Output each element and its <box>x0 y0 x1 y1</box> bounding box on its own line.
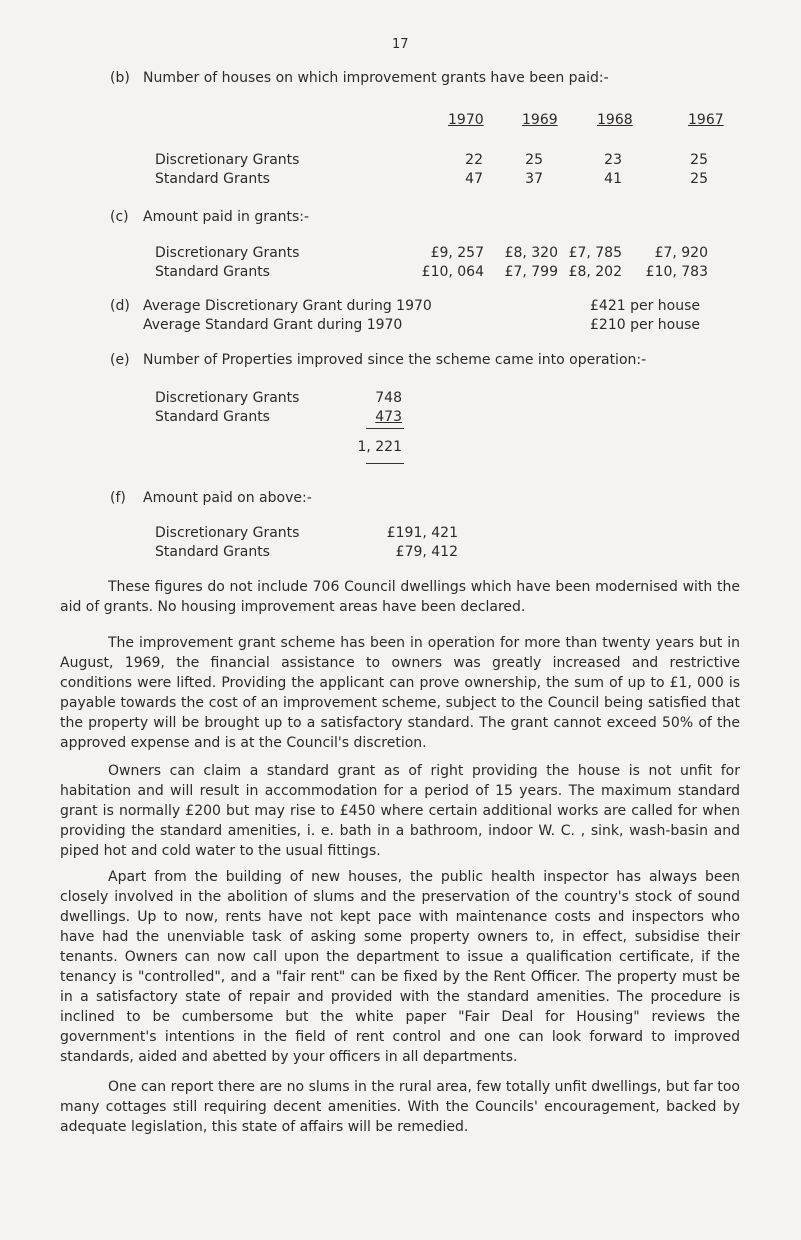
section-b-heading: Number of houses on which improvement grants have been paid:- <box>143 70 609 86</box>
b-row-value: 41 <box>604 171 622 187</box>
year-header-1970: 1970 <box>448 112 484 128</box>
section-e-marker: (e) <box>110 352 130 368</box>
year-header-1969: 1969 <box>522 112 558 128</box>
paragraph <box>60 1077 740 1137</box>
b-row-label: Standard Grants <box>155 171 270 187</box>
section-d-marker: (d) <box>110 298 130 314</box>
e-row-label: Standard Grants <box>155 409 270 425</box>
paragraph <box>60 867 740 1067</box>
c-row-label: Discretionary Grants <box>155 245 300 261</box>
c-row-value: £9, 257 <box>430 245 484 261</box>
b-row-value: 25 <box>690 152 708 168</box>
total-double-rule <box>366 463 404 464</box>
c-row-value: £7, 799 <box>504 264 558 280</box>
year-header-1968: 1968 <box>597 112 633 128</box>
d-row-value: £210 per house <box>590 317 701 333</box>
d-row-label: Average Standard Grant during 1970 <box>143 317 403 333</box>
b-row-value: 22 <box>465 152 483 168</box>
section-f-heading: Amount paid on above:- <box>143 490 312 506</box>
c-row-value: £7, 785 <box>568 245 622 261</box>
section-c-marker: (c) <box>110 209 129 225</box>
section-e-heading: Number of Properties improved since the scheme came into operation:- <box>143 352 647 368</box>
paragraph <box>60 577 740 617</box>
b-row-value: 37 <box>525 171 543 187</box>
paragraph-text: The improvement grant scheme has been in operation for more than twenty years but in August, 1969, the financial assistance to owners was greatly increased and restrictive conditions were lifted. Providing the applicant can prove ownership, the sum of up to £1, 000 is payable towards the cost of an improvement scheme, subject to the Council being satisfied that the property will be brought up to a satisfactory standard. The grant cannot exceed 50% of the approved expense and is at the Council's discretion. <box>60 635 740 751</box>
total-rule <box>366 428 404 429</box>
f-row-label: Standard Grants <box>155 544 270 560</box>
page-number: 17 <box>392 37 409 52</box>
f-row-label: Discretionary Grants <box>155 525 300 541</box>
c-row-value: £7, 920 <box>654 245 708 261</box>
e-row-value: 473 <box>375 409 402 425</box>
f-row-value: £191, 421 <box>386 525 458 541</box>
paragraph-text: Apart from the building of new houses, the public health inspector has always been closely involved in the abolition of slums and the preservation of the country's stock of sound dwellings. Up to now, rents have not kept pace with maintenance costs and inspectors who have had the unenviable task of asking some property owners to, in effect, subsidise their tenants. Owners can now call upon the department to issue a qualification certificate, if the tenancy is "controlled", and a "fair rent" can be fixed by the Rent Officer. The property must be in a satisfactory state of repair and provided with the standard amenities. The procedure is inclined to be cumbersome but the white paper "Fair Deal for Housing" reviews the government's intentions in the field of rent control and one can look forward to improved standards, aided and abetted by your officers in all departments. <box>60 869 740 1065</box>
d-row-value: £421 per house <box>590 298 701 314</box>
c-row-value: £10, 064 <box>421 264 484 280</box>
section-c-heading: Amount paid in grants:- <box>143 209 310 225</box>
paragraph <box>60 761 740 861</box>
e-row-label: Discretionary Grants <box>155 390 300 406</box>
paragraph-text: These figures do not include 706 Council dwellings which have been modernised with the aid of grants. No housing improvement areas have been declared. <box>60 579 740 615</box>
paragraph <box>60 633 740 753</box>
paragraph-text: One can report there are no slums in the rural area, few totally unfit dwellings, but far too many cottages still requiring decent amenities. With the Councils' encouragement, backed by adequate legislation, this state of affairs will be remedied. <box>60 1079 740 1135</box>
b-row-value: 47 <box>465 171 483 187</box>
b-row-value: 25 <box>690 171 708 187</box>
section-f-marker: (f) <box>110 490 126 506</box>
section-b-marker: (b) <box>110 70 130 86</box>
b-row-value: 23 <box>604 152 622 168</box>
d-row-label: Average Discretionary Grant during 1970 <box>143 298 432 314</box>
c-row-value: £10, 783 <box>645 264 708 280</box>
b-row-value: 25 <box>525 152 543 168</box>
year-header-1967: 1967 <box>688 112 724 128</box>
paragraph-text: Owners can claim a standard grant as of right providing the house is not unfit for habitation and will result in accommodation for a period of 15 years. The maximum standard grant is normally £200 but may rise to £450 where certain additional works are called for when providing the standard amenities, i. e. bath in a bathroom, indoor W. C. , sink, wash-basin and piped hot and cold water to the usual fittings. <box>60 763 740 859</box>
b-row-label: Discretionary Grants <box>155 152 300 168</box>
e-total: 1, 221 <box>357 439 402 455</box>
c-row-value: £8, 202 <box>568 264 622 280</box>
f-row-value: £79, 412 <box>395 544 458 560</box>
e-row-value: 748 <box>375 390 402 406</box>
c-row-value: £8, 320 <box>504 245 558 261</box>
c-row-label: Standard Grants <box>155 264 270 280</box>
